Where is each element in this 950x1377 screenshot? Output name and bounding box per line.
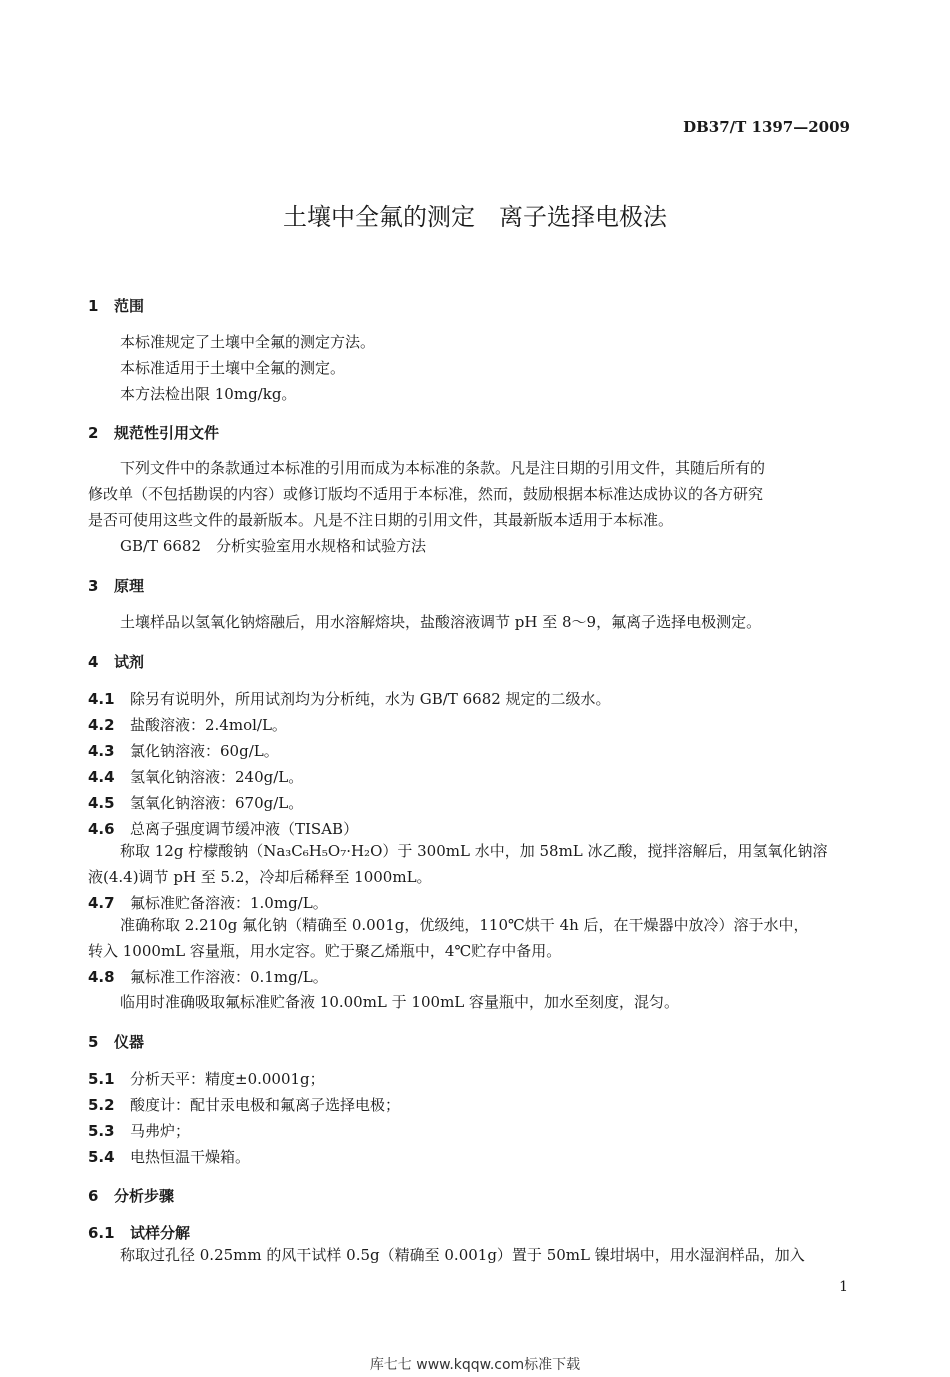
section-number: 5 [88,1033,99,1051]
clause-text: 酸度计：配甘汞电极和氟离子选择电极； [130,1096,401,1114]
section-1-heading [88,295,144,316]
clause-number: 5.3 [88,1122,115,1140]
clause-number: 5.2 [88,1096,115,1114]
clause-text: 马弗炉； [130,1122,191,1140]
clause-4-7 [88,892,328,913]
section-number: 3 [88,577,99,595]
section-4-heading [88,651,144,672]
section-title: 分析步骤 [114,1187,175,1205]
clause-5-4 [88,1146,250,1167]
section-title: 范围 [114,297,145,315]
clause-5-2 [88,1094,400,1115]
clause-number: 5.1 [88,1070,115,1088]
page-title: 土壤中全氟的测定 离子选择电极法 [283,203,667,231]
section-5-heading [88,1031,144,1052]
paragraph: 本标准适用于土壤中全氟的测定。 [120,359,346,377]
clause-number: 4.4 [88,768,115,786]
section-number: 4 [88,653,99,671]
clause-4-4 [88,766,303,787]
standard-code: DB37/T 1397—2009 [683,118,850,136]
clause-text: 氟标准工作溶液：0.1mg/L。 [130,968,328,986]
paragraph-line: 转入 1000mL 容量瓶，用水定容。贮于聚乙烯瓶中，4℃贮存中备用。 [88,942,562,960]
clause-4-6 [88,818,358,839]
clause-number: 4.5 [88,794,115,812]
section-number: 6 [88,1187,99,1205]
paragraph: 本方法检出限 10mg/kg。 [120,385,297,403]
clause-number: 4.7 [88,894,115,912]
footer-watermark: 库七七 www.kqqw.com标准下载 [369,1357,581,1373]
clause-text: 氢氧化钠溶液：240g/L。 [130,768,304,786]
section-title: 原理 [114,577,145,595]
clause-number: 4.6 [88,820,115,838]
clause-text: 除另有说明外，所用试剂均为分析纯，水为 GB/T 6682 规定的二级水。 [130,690,611,708]
paragraph-line: 临用时准确吸取氟标准贮备液 10.00mL 于 100mL 容量瓶中，加水至刻度，混匀。 [120,993,680,1011]
clause-text: 电热恒温干燥箱。 [130,1148,251,1166]
paragraph-line: 称取 12g 柠檬酸钠（Na₃C₆H₅O₇·H₂O）于 300mL 水中，加 58mL 冰乙酸，搅拌溶解后，用氢氧化钠溶 [120,842,828,860]
clause-text: 试样分解 [130,1224,191,1242]
paragraph-line: 下列文件中的条款通过本标准的引用而成为本标准的条款。凡是注日期的引用文件，其随后所有的 [120,459,766,477]
normative-reference: GB/T 6682 分析实验室用水规格和试验方法 [120,537,427,555]
section-2-heading [88,422,219,443]
clause-4-1 [88,688,611,709]
clause-4-5 [88,792,303,813]
section-title: 仪器 [114,1033,145,1051]
paragraph-line: 是否可使用这些文件的最新版本。凡是不注日期的引用文件，其最新版本适用于本标准。 [88,511,674,529]
paragraph: 本标准规定了土壤中全氟的测定方法。 [120,333,376,351]
clause-number: 4.1 [88,690,115,708]
clause-4-8 [88,966,328,987]
paragraph-line: 修改单（不包括勘误的内容）或修订版均不适用于本标准，然而，鼓励根据本标准达成协议的各方研究 [88,485,764,503]
section-title: 规范性引用文件 [114,424,220,442]
section-3-heading [88,575,144,596]
clause-text: 总离子强度调节缓冲液（TISAB） [130,820,359,838]
clause-text: 盐酸溶液：2.4mol/L。 [130,716,287,734]
page-number: 1 [839,1279,848,1295]
section-6-heading [88,1185,174,1206]
clause-number: 6.1 [88,1224,115,1242]
paragraph-line: 准确称取 2.210g 氟化钠（精确至 0.001g，优级纯，110℃烘干 4h 后，在干燥器中放冷）溶于水中， [120,916,809,934]
paragraph-line: 称取过孔径 0.25mm 的风干试样 0.5g（精确至 0.001g）置于 50mL 镍坩埚中，用水湿润样品，加入 [120,1246,805,1264]
clause-4-2 [88,714,287,735]
section-number: 2 [88,424,99,442]
clause-text: 分析天平：精度±0.0001g； [130,1070,325,1088]
section-title: 试剂 [114,653,145,671]
clause-number: 4.2 [88,716,115,734]
clause-number: 4.3 [88,742,115,760]
clause-number: 4.8 [88,968,115,986]
section-number: 1 [88,297,99,315]
paragraph: 土壤样品以氢氧化钠熔融后，用水溶解熔块，盐酸溶液调节 pH 至 8～9，氟离子选择电极测定。 [120,613,762,631]
clause-5-3 [88,1120,190,1141]
clause-6-1 [88,1222,190,1243]
clause-text: 氯化钠溶液：60g/L。 [130,742,279,760]
clause-4-3 [88,740,279,761]
clause-5-1 [88,1068,325,1089]
clause-number: 5.4 [88,1148,115,1166]
clause-text: 氢氧化钠溶液：670g/L。 [130,794,304,812]
clause-text: 氟标准贮备溶液：1.0mg/L。 [130,894,328,912]
paragraph-line: 液(4.4)调节 pH 至 5.2，冷却后稀释至 1000mL。 [88,868,432,886]
